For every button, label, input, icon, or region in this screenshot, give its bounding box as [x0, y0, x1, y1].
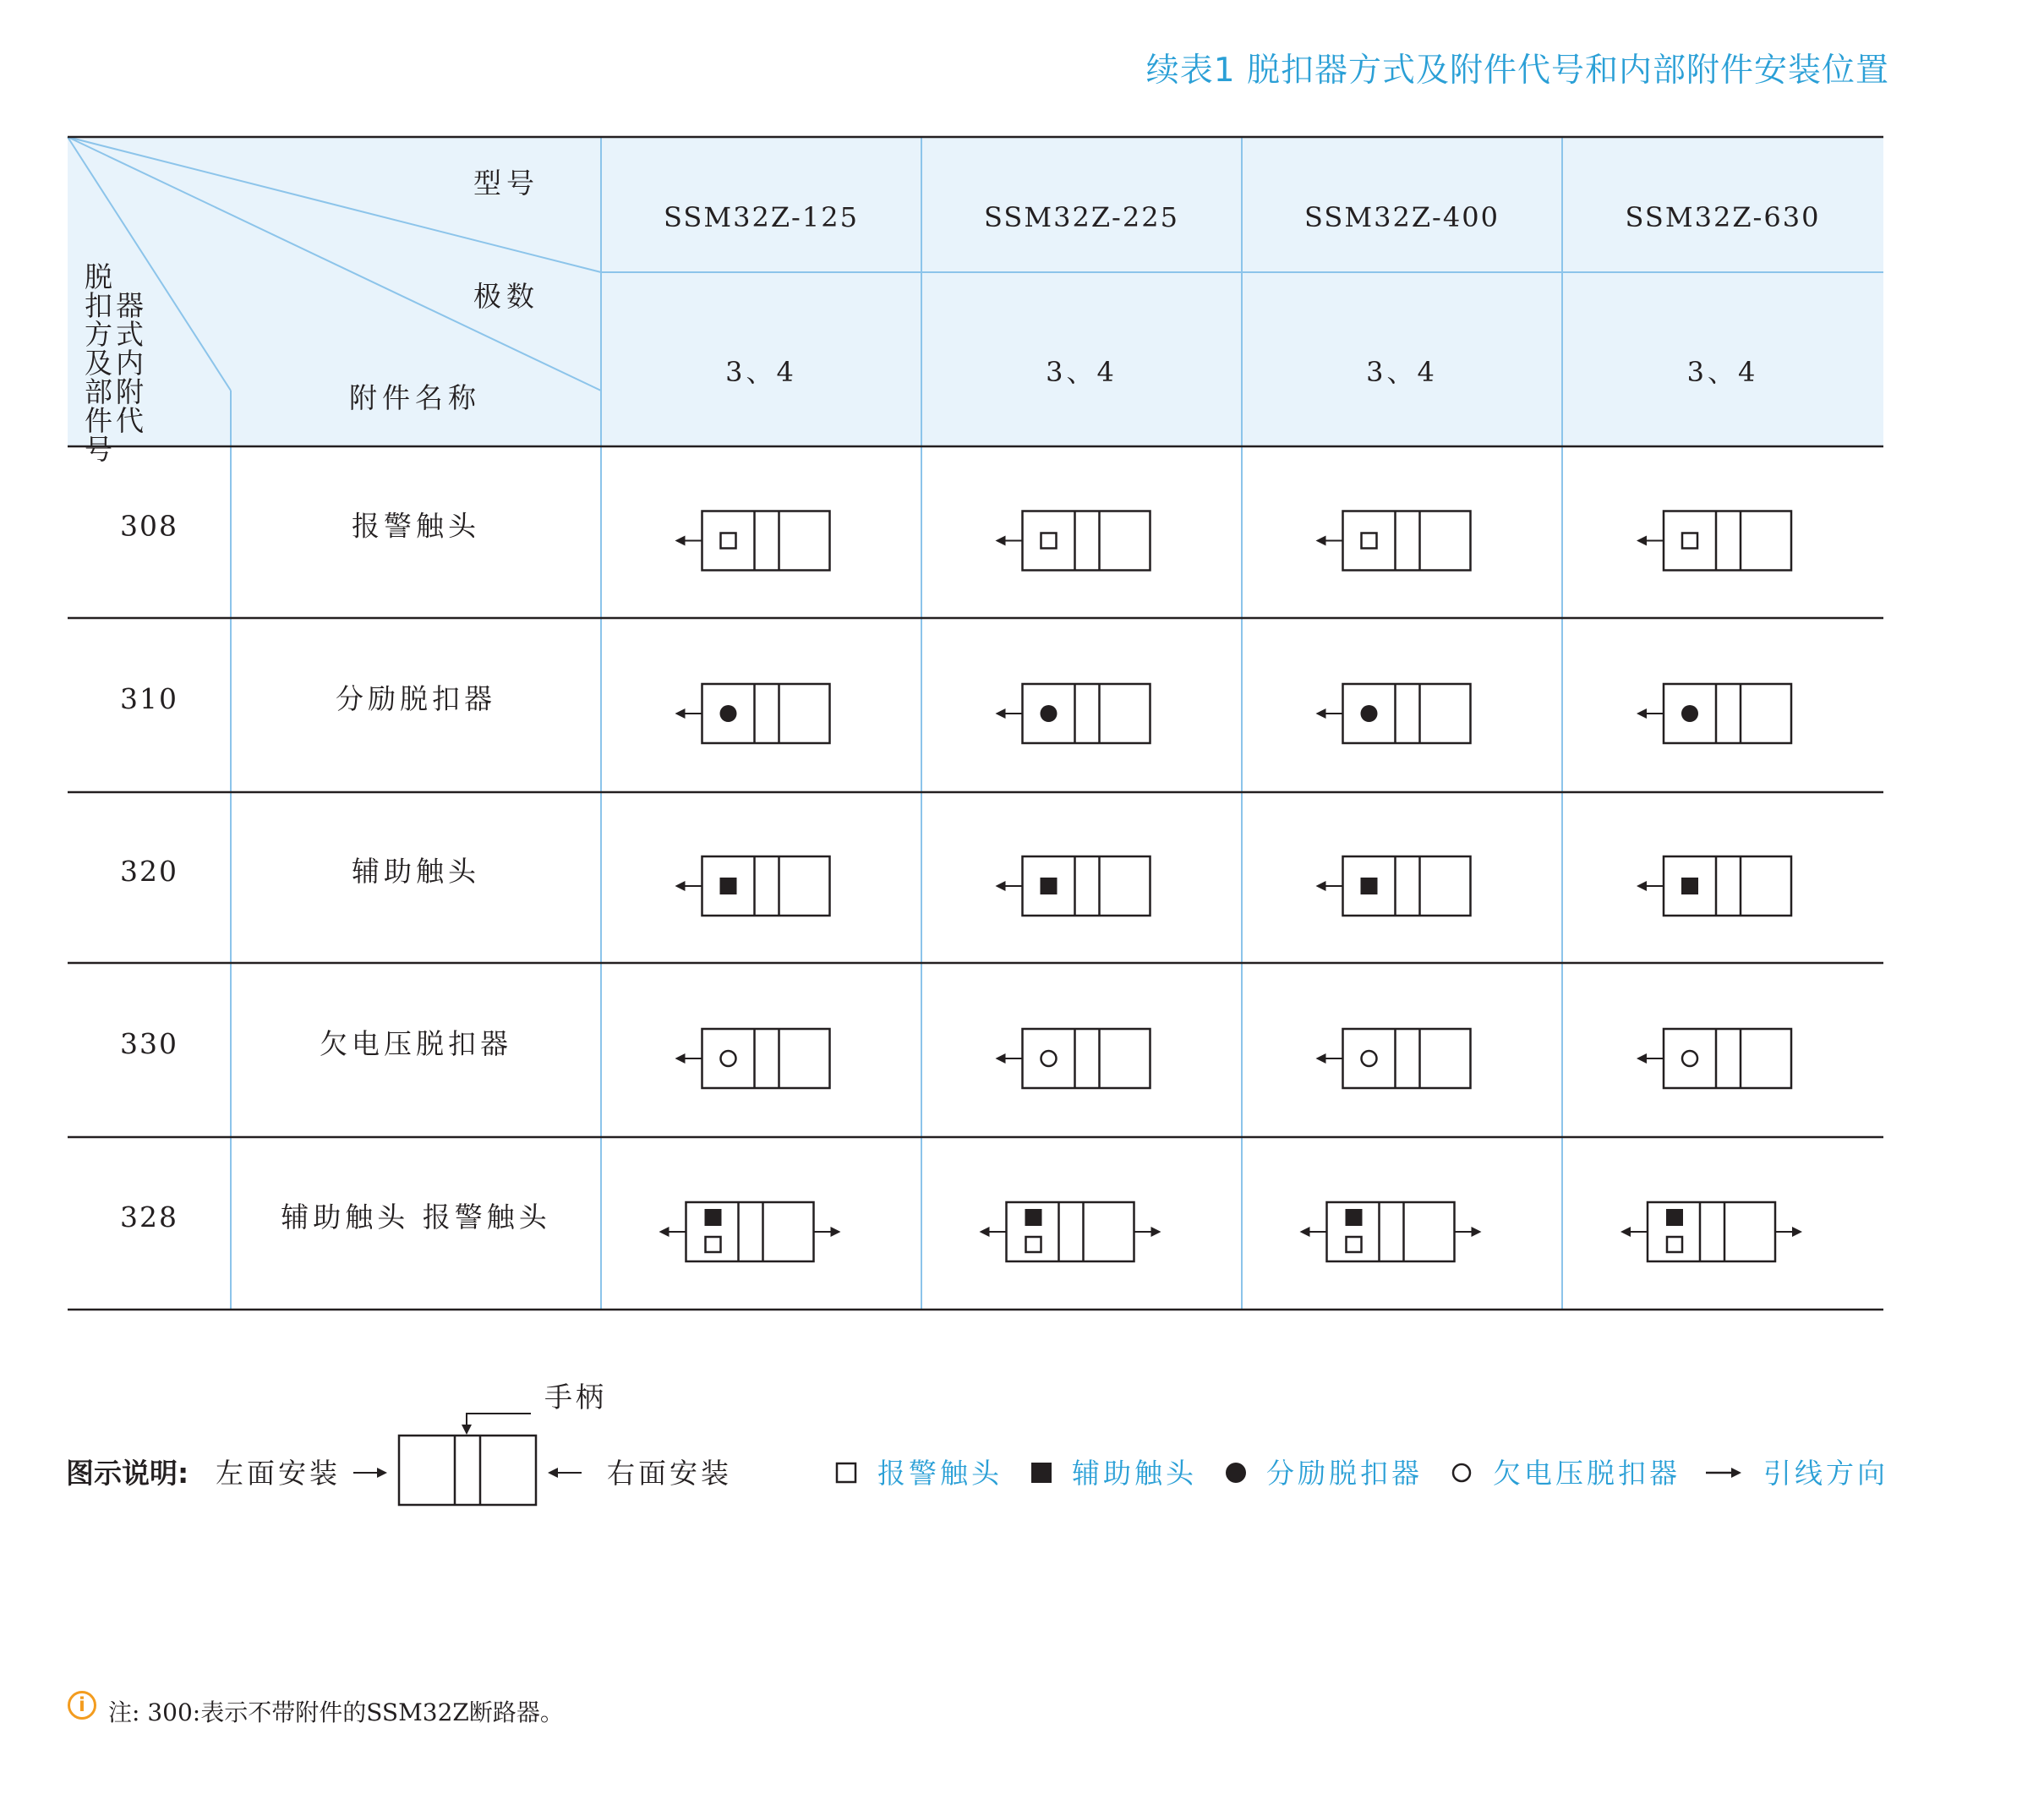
- table-grid: [68, 137, 1883, 1310]
- arrow-left-icon: [1637, 536, 1647, 546]
- handle-pointer: [467, 1414, 531, 1429]
- model-name: SSM32Z-400: [1304, 201, 1500, 233]
- breaker-symbol: [1620, 1202, 1802, 1261]
- hollow-circle-icon: [1362, 1051, 1377, 1066]
- arrow-left-icon: [996, 1053, 1006, 1064]
- hollow-square-icon: [721, 533, 736, 549]
- breaker-symbol: [1637, 684, 1791, 743]
- arrow-right-icon: [1792, 1227, 1802, 1237]
- filled-square-icon: [1666, 1209, 1683, 1226]
- arrow-right-icon: [1731, 1468, 1741, 1478]
- arrow-left-icon: [1316, 536, 1326, 546]
- header-code-line: 及内: [85, 347, 147, 380]
- arrow-left-icon: [980, 1227, 990, 1237]
- legend-item-label: 分励脱扣器: [1266, 1457, 1423, 1490]
- row-code: 310: [120, 682, 178, 715]
- legend-item: [1706, 1457, 1888, 1490]
- breaker-symbol: [1316, 684, 1471, 743]
- filled-circle-icon: [1681, 705, 1698, 722]
- row-attachment-name: 辅助触头 报警触头: [281, 1201, 551, 1233]
- breaker-symbol: [1300, 1202, 1482, 1261]
- footnote: 注: 300:表示不带附件的SSM32Z断路器。: [108, 1698, 564, 1726]
- row-attachment-name: 欠电压脱扣器: [320, 1027, 512, 1060]
- filled-square-icon: [1025, 1209, 1042, 1226]
- breaker-symbol: [675, 856, 830, 916]
- row-code: 330: [120, 1027, 178, 1060]
- row-attachment-name: 报警触头: [352, 509, 480, 543]
- arrow-left-icon: [996, 881, 1006, 891]
- hollow-square-icon: [1026, 1237, 1041, 1252]
- page-title: 续表1 脱扣器方式及附件代号和内部附件安装位置: [1145, 52, 1889, 90]
- breaker-symbol: [996, 856, 1150, 916]
- breaker-symbol: [1316, 511, 1471, 571]
- filled-square-icon: [1031, 1463, 1052, 1483]
- hollow-square-icon: [1667, 1237, 1682, 1252]
- model-name: SSM32Z-630: [1625, 201, 1821, 233]
- row-attachment-name: 分励脱扣器: [336, 682, 496, 715]
- header-poles-label: 极数: [473, 280, 539, 313]
- header-code-line: 脱: [85, 260, 116, 293]
- header-code-line: 方式: [85, 318, 147, 351]
- arrow-left-icon: [1637, 708, 1647, 719]
- filled-square-icon: [1346, 1209, 1363, 1226]
- pole-count: 3、4: [725, 356, 797, 388]
- filled-square-icon: [1361, 878, 1378, 894]
- arrow-left-icon: [675, 708, 686, 719]
- arrow-left-icon: [675, 881, 686, 891]
- model-name: SSM32Z-125: [664, 201, 859, 233]
- breaker-symbol: [1316, 856, 1471, 916]
- arrow-left-icon: [675, 536, 686, 546]
- filled-circle-icon: [1041, 705, 1058, 722]
- breaker-symbol: [996, 511, 1150, 571]
- hollow-square-icon: [1362, 533, 1377, 549]
- breaker-symbol: [996, 1029, 1150, 1088]
- legend-item: [837, 1457, 1003, 1490]
- table-symbols: [659, 511, 1803, 1262]
- breaker-symbol: [675, 684, 830, 743]
- legend-item: [1226, 1457, 1423, 1490]
- arrow-left-icon: [1316, 881, 1326, 891]
- breaker-symbol: [1316, 1029, 1471, 1088]
- pole-count: 3、4: [1046, 356, 1118, 388]
- breaker-symbol: [996, 684, 1150, 743]
- arrow-down-icon: [462, 1425, 472, 1435]
- hollow-circle-icon: [721, 1051, 736, 1066]
- header-code-line: 扣器: [85, 289, 147, 322]
- legend-handle: 手柄: [544, 1381, 607, 1414]
- hollow-circle-icon: [1041, 1051, 1057, 1066]
- breaker-symbol: [1637, 511, 1791, 571]
- hollow-circle-icon: [1453, 1464, 1470, 1481]
- breaker-symbol: [675, 511, 830, 571]
- breaker-symbol: [675, 1029, 830, 1088]
- legend-item-label: 欠电压脱扣器: [1493, 1457, 1681, 1490]
- legend: [66, 1381, 1888, 1505]
- model-name: SSM32Z-225: [984, 201, 1179, 233]
- header-attachment-label: 附件名称: [349, 381, 481, 414]
- arrow-right-icon: [1472, 1227, 1482, 1237]
- breaker-symbol: [980, 1202, 1161, 1261]
- header-code-line: 号: [85, 433, 116, 466]
- arrow-left-icon: [1620, 1227, 1631, 1237]
- info-icon: i: [68, 1691, 96, 1720]
- breaker-symbol: [1637, 1029, 1791, 1088]
- legend-item-label: 报警触头: [877, 1457, 1003, 1490]
- arrow-left-icon: [1316, 708, 1326, 719]
- arrow-right-icon: [831, 1227, 841, 1237]
- filled-circle-icon: [1226, 1463, 1246, 1483]
- arrow-left-icon: [659, 1227, 669, 1237]
- legend-item-label: 引线方向: [1763, 1457, 1888, 1490]
- hollow-square-icon: [1347, 1237, 1362, 1252]
- filled-square-icon: [1681, 878, 1698, 894]
- legend-item: [1453, 1457, 1681, 1490]
- row-code: 308: [120, 509, 178, 543]
- pole-count: 3、4: [1366, 356, 1438, 388]
- legend-label: 图示说明:: [66, 1457, 189, 1490]
- row-attachment-name: 辅助触头: [352, 855, 480, 888]
- legend-item: [1031, 1457, 1197, 1490]
- arrow-left-icon: [1637, 1053, 1647, 1064]
- header-model-label: 型号: [473, 167, 539, 200]
- filled-square-icon: [720, 878, 737, 894]
- arrow-left-icon: [996, 536, 1006, 546]
- hollow-square-icon: [1041, 533, 1057, 549]
- breaker-symbol: [1637, 856, 1791, 916]
- arrow-right-icon: [377, 1468, 387, 1478]
- header-code-line: 件代: [85, 404, 147, 437]
- pole-count: 3、4: [1686, 356, 1759, 388]
- legend-left-install: 左面安装: [216, 1457, 341, 1490]
- filled-square-icon: [705, 1209, 722, 1226]
- hollow-circle-icon: [1682, 1051, 1697, 1066]
- header-background: [68, 137, 1883, 446]
- legend-item-label: 辅助触头: [1072, 1457, 1197, 1490]
- row-code: 320: [120, 855, 178, 888]
- header-code-line: 部附: [85, 375, 147, 408]
- arrow-right-icon: [1151, 1227, 1161, 1237]
- hollow-square-icon: [837, 1463, 855, 1482]
- arrow-left-icon: [1637, 881, 1647, 891]
- legend-right-install: 右面安装: [607, 1457, 732, 1490]
- header-code-label: [85, 260, 147, 466]
- legend-breaker-body: [399, 1436, 536, 1505]
- row-code: 328: [120, 1201, 178, 1233]
- arrow-left-icon: [548, 1468, 558, 1478]
- arrow-left-icon: [996, 708, 1006, 719]
- hollow-square-icon: [1682, 533, 1697, 549]
- filled-circle-icon: [1361, 705, 1378, 722]
- hollow-square-icon: [706, 1237, 721, 1252]
- arrow-left-icon: [1300, 1227, 1310, 1237]
- arrow-left-icon: [675, 1053, 686, 1064]
- arrow-left-icon: [1316, 1053, 1326, 1064]
- breaker-symbol: [659, 1202, 841, 1261]
- filled-circle-icon: [720, 705, 737, 722]
- filled-square-icon: [1041, 878, 1058, 894]
